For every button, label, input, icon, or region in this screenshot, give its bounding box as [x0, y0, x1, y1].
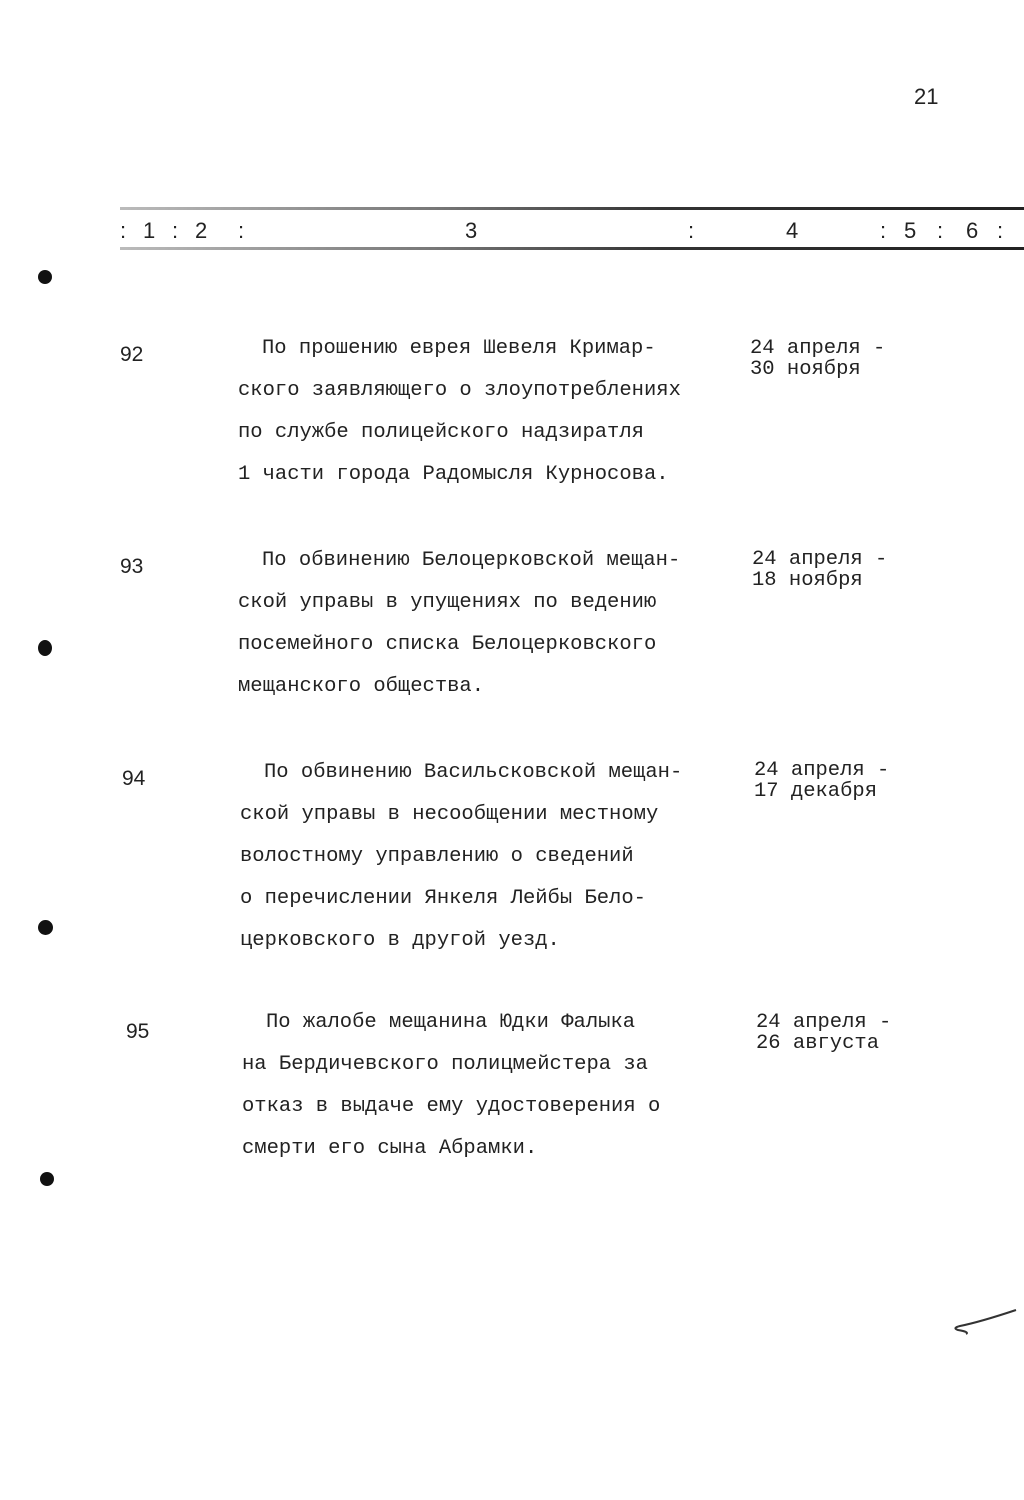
entry-line: на Бердичевского полицмейстера за [242, 1053, 648, 1076]
binder-hole-mark [38, 270, 52, 284]
column-number: 3 [465, 218, 478, 243]
entry-line: По прошению еврея Шевеля Кримар- [262, 337, 656, 360]
page-number: 21 [914, 84, 939, 109]
header-top-rule [120, 207, 1024, 210]
date-to: 17 декабря [754, 780, 878, 803]
date-to: 30 ноября [750, 358, 861, 381]
entry-number: 95 [126, 1020, 150, 1043]
entry-line: церковского в другой уезд. [240, 929, 560, 952]
entry-line: По обвинению Васильсковской мещан- [264, 761, 683, 784]
column-separator: : [880, 218, 887, 243]
binder-hole-mark [38, 640, 52, 656]
entry-line: смерти его сына Абрамки. [242, 1137, 538, 1160]
entry-line: мещанского общества. [238, 675, 485, 698]
column-separator: : [997, 218, 1004, 243]
column-separator: : [238, 218, 245, 243]
binder-hole-mark [40, 1172, 54, 1186]
column-number: 2 [195, 218, 208, 243]
entry-number: 92 [120, 343, 144, 366]
date-from: 24 апреля - [756, 1011, 892, 1034]
column-number: 4 [786, 218, 799, 243]
column-separator: : [120, 218, 127, 243]
entry-line: о перечислении Янкеля Лейбы Бело- [240, 887, 646, 910]
entry-line: ской управы в несообщении местному [240, 803, 659, 826]
pen-stroke-mark [950, 1300, 1020, 1340]
entry-line: По жалобе мещанина Юдки Фалыка [266, 1011, 636, 1034]
binder-hole-mark [38, 920, 53, 935]
column-separator: : [937, 218, 944, 243]
column-number: 6 [966, 218, 979, 243]
entry-line: ского заявляющего о злоупотреблениях [238, 379, 681, 402]
column-number: 5 [904, 218, 917, 243]
column-separator: : [172, 218, 179, 243]
entry-number: 93 [120, 555, 144, 578]
date-to: 18 ноября [752, 569, 863, 592]
entry-number: 94 [122, 767, 146, 790]
date-from: 24 апреля - [750, 337, 886, 360]
entry-line: волостному управлению о сведений [240, 845, 634, 868]
date-to: 26 августа [756, 1032, 880, 1055]
date-from: 24 апреля - [754, 759, 890, 782]
entry-line: посемейного списка Белоцерковского [238, 633, 657, 656]
column-number: 1 [143, 218, 156, 243]
entry-line: По обвинению Белоцерковской мещан- [262, 549, 681, 572]
header-bottom-rule [120, 247, 1024, 250]
entry-line: ской управы в упущениях по ведению [238, 591, 657, 614]
date-from: 24 апреля - [752, 548, 888, 571]
column-separator: : [688, 218, 695, 243]
entry-line: отказ в выдаче ему удостоверения о [242, 1095, 661, 1118]
entry-line: 1 части города Радомысля Курносова. [238, 463, 669, 486]
entry-line: по службе полицейского надзиратля [238, 421, 644, 444]
